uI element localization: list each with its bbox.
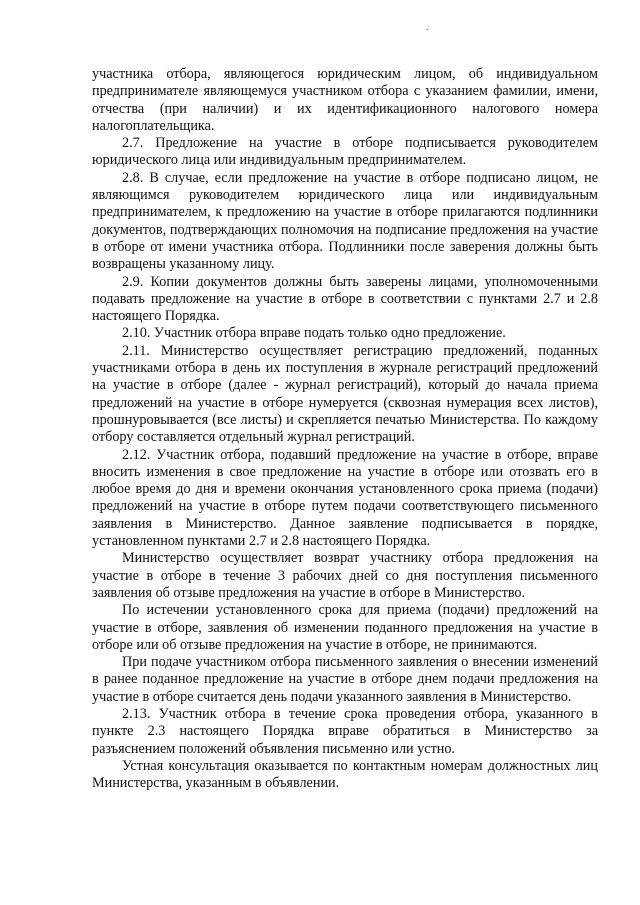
paragraph-oral-consultation: Устная консультация оказывается по контактным номерам должностных лиц Министерства, указанным в объявлении.: [92, 757, 598, 792]
paragraph-2-9: 2.9. Копии документов должны быть заверены лицами, уполномоченными подавать предложение на участие в отборе в соответствии с пунктами 2.7 и 2.8 настоящего Порядка.: [92, 273, 598, 325]
paragraph-2-8: 2.8. В случае, если предложение на участие в отборе подписано лицом, не являющимся руководителем юридического лица или индивидуальным предпринимателем, к предложению на участие в отборе прилагаются подлинники документов, подтверждающих полномочия на подписание предложения на участие в отборе от имени участника отбора. Подлинники после заверения должны быть возвращены указанному лицу.: [92, 169, 598, 273]
paragraph-submission-date: При подаче участником отбора письменного заявления о внесении изменений в ранее поданное предложение на участие в отборе днем подачи предложения на участие в отборе считается день подачи указанного заявления в Министерство.: [92, 654, 598, 705]
paragraph-2-10: 2.10. Участник отбора вправе подать только одно предложение.: [122, 325, 506, 342]
document-body: [92, 66, 598, 792]
paragraph-return-proposal: Министерство осуществляет возврат участнику отбора предложения на участие в отборе в течение 3 рабочих дней со дня поступления письменного заявления об отзыве предложения на участие в отборе в Министерство.: [92, 550, 598, 601]
paragraph-2-12: 2.12. Участник отбора, подавший предложение на участие в отборе, вправе вносить изменения в свое предложение на участие в отборе или отозвать его в любое время до дня и времени окончания установленного срока приема (подачи) предложений на участие в отборе путем подачи соответствующего письменного заявления в Министерство. Данное заявление подписывается в порядке, установленном пунктами 2.7 и 2.8 настоящего Порядка.: [92, 446, 598, 550]
paragraph-continuation: участника отбора, являющегося юридическим лицом, об индивидуальном предпринимателе являющемуся участником отбора с указанием фамилии, имени, отчества (при наличии) и их идентификационного налогового номера налогоплательщика.: [92, 66, 598, 134]
page-mark: .: [426, 22, 429, 33]
paragraph-deadline-expiry: По истечении установленного срока для приема (подачи) предложений на участие в отборе, заявления об изменении поданного предложения на участие в отборе или об отзыве предложения на участие в отборе, не принимаются.: [92, 602, 598, 653]
paragraph-2-11: 2.11. Министерство осуществляет регистрацию предложений, поданных участниками отбора в день их поступления в журнале регистраций предложений на участие в отборе (далее - журнал регистраций), который до начала приема предложений на участие в отборе нумеруется (сквозная нумерация всех листов), прошнуровывается (все листы) и скрепляется печатью Министерства. По каждому отбору составляется отдельный журнал регистраций.: [92, 342, 598, 446]
paragraph-2-7: 2.7. Предложение на участие в отборе подписывается руководителем юридического лица или индивидуальным предпринимателем.: [92, 135, 598, 169]
paragraph-2-13: 2.13. Участник отбора в течение срока проведения отбора, указанного в пункте 2.3 настоящего Порядка вправе обратиться в Министерство за разъяснением положений объявления письменно или устно.: [92, 705, 598, 757]
